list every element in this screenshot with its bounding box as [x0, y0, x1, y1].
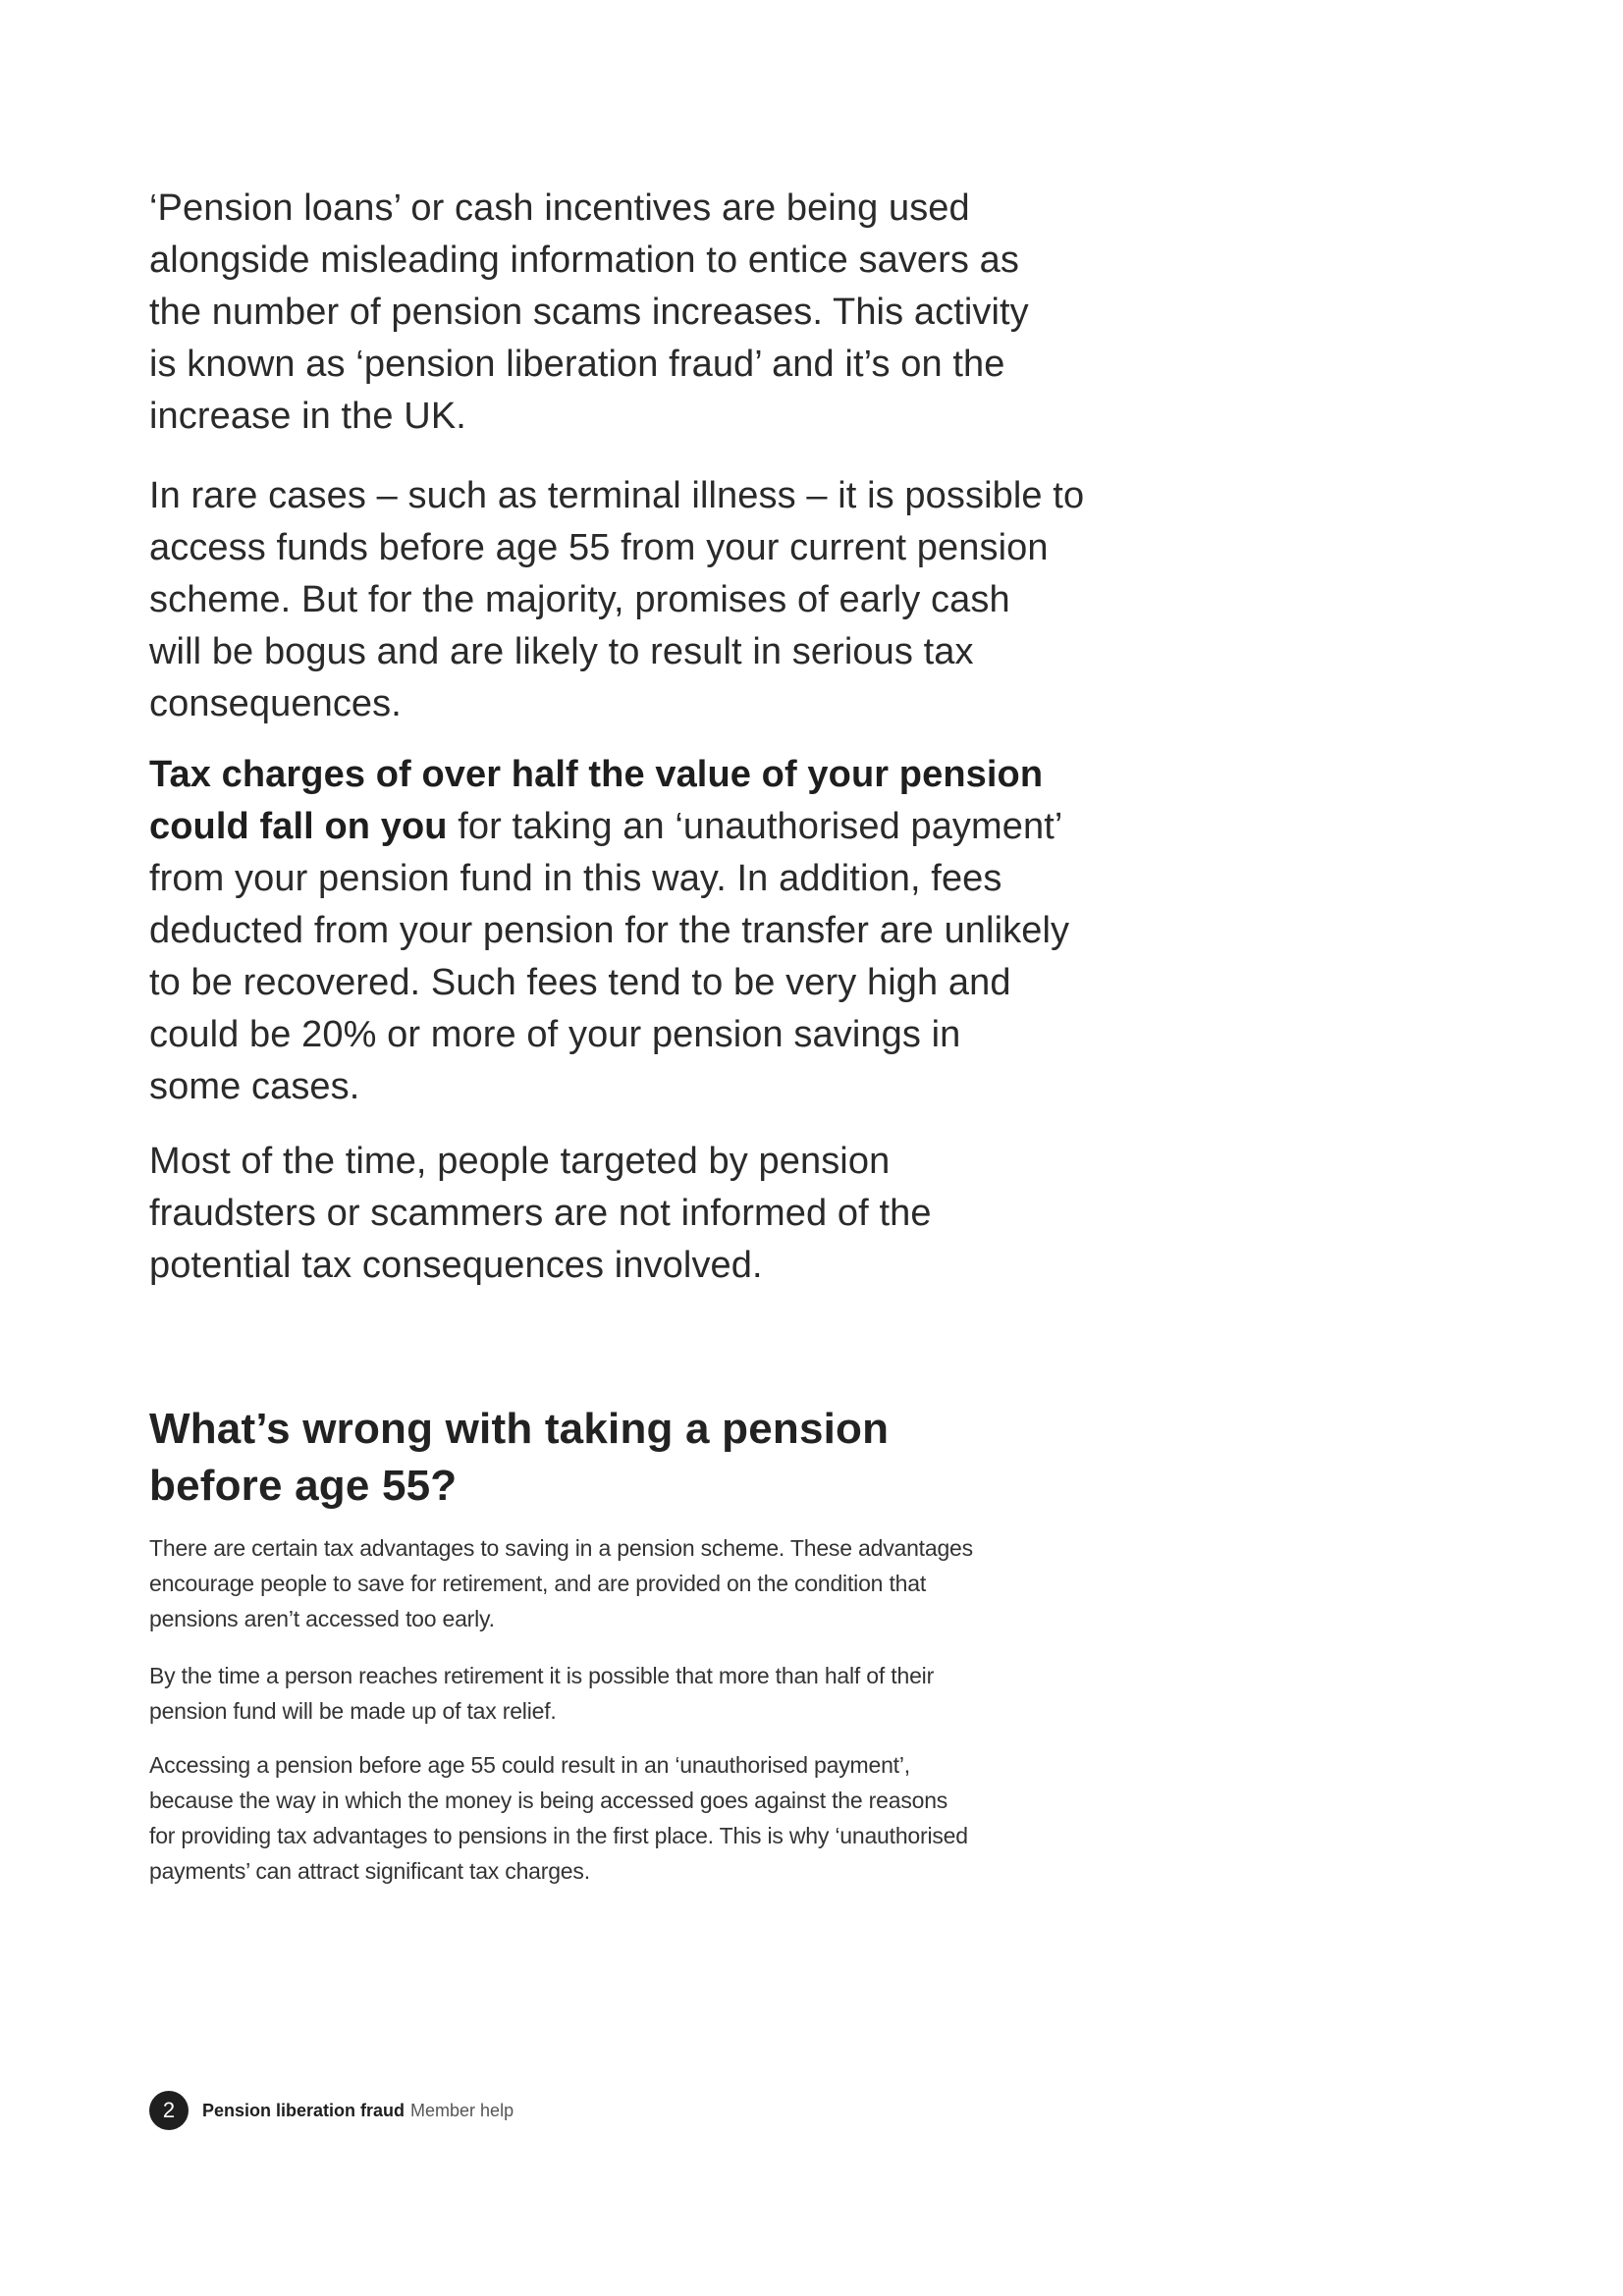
text-line: potential tax consequences involved.	[149, 1245, 763, 1286]
page-number-badge: 2	[149, 2091, 189, 2130]
text-line: By the time a person reaches retirement it is possible that more than half of their	[149, 1663, 935, 1688]
emphasis-text: could fall on you	[149, 806, 448, 847]
text-line	[149, 756, 1043, 793]
footer-subtitle: Member help	[410, 2100, 514, 2120]
text-line: pension fund will be made up of tax relief.	[149, 1698, 557, 1724]
text-line: alongside misleading information to entice savers as	[149, 240, 1020, 281]
text-line: the number of pension scams increases. This activity	[149, 292, 1029, 333]
page-footer	[149, 2091, 514, 2130]
text-line: Most of the time, people targeted by pension	[149, 1141, 891, 1182]
text-line: is known as ‘pension liberation fraud’ and it’s on the	[149, 344, 1005, 385]
text-line: payments’ can attract significant tax charges.	[149, 1858, 590, 1884]
text-line	[149, 808, 1062, 845]
text-line: will be bogus and are likely to result in serious tax	[149, 631, 974, 672]
text-line: fraudsters or scammers are not informed of the	[149, 1193, 932, 1234]
text-line: There are certain tax advantages to saving in a pension scheme. These advantages	[149, 1535, 973, 1561]
text-line: increase in the UK.	[149, 396, 466, 437]
text-line: deducted from your pension for the transfer are unlikely	[149, 910, 1070, 951]
text-line: consequences.	[149, 683, 402, 724]
text-line: could be 20% or more of your pension savings in	[149, 1014, 961, 1055]
emphasis-text: Tax charges of over half the value of your pension	[149, 754, 1044, 795]
text-line: In rare cases – such as terminal illness – it is possible to	[149, 475, 1085, 516]
heading-line: What’s wrong with taking a pension	[149, 1405, 890, 1453]
text-line: scheme. But for the majority, promises of early cash	[149, 579, 1010, 620]
text-line: ‘Pension loans’ or cash incentives are being used	[149, 187, 970, 229]
text-line: from your pension fund in this way. In addition, fees	[149, 858, 1002, 899]
text-line: some cases.	[149, 1066, 360, 1107]
text-run: for taking an ‘unauthorised payment’	[447, 806, 1063, 847]
text-line: to be recovered. Such fees tend to be very high and	[149, 962, 1011, 1003]
text-line: Accessing a pension before age 55 could result in an ‘unauthorised payment’,	[149, 1752, 910, 1778]
text-line: because the way in which the money is being accessed goes against the reasons	[149, 1788, 948, 1813]
text-line: pensions aren’t accessed too early.	[149, 1606, 495, 1631]
text-line: access funds before age 55 from your current pension	[149, 527, 1049, 568]
text-line: for providing tax advantages to pensions in the first place. This is why ‘unauthorised	[149, 1823, 968, 1848]
footer-title: Pension liberation fraud	[202, 2100, 406, 2120]
heading-line: before age 55?	[149, 1462, 458, 1510]
text-line: encourage people to save for retirement, and are provided on the condition that	[149, 1571, 927, 1596]
